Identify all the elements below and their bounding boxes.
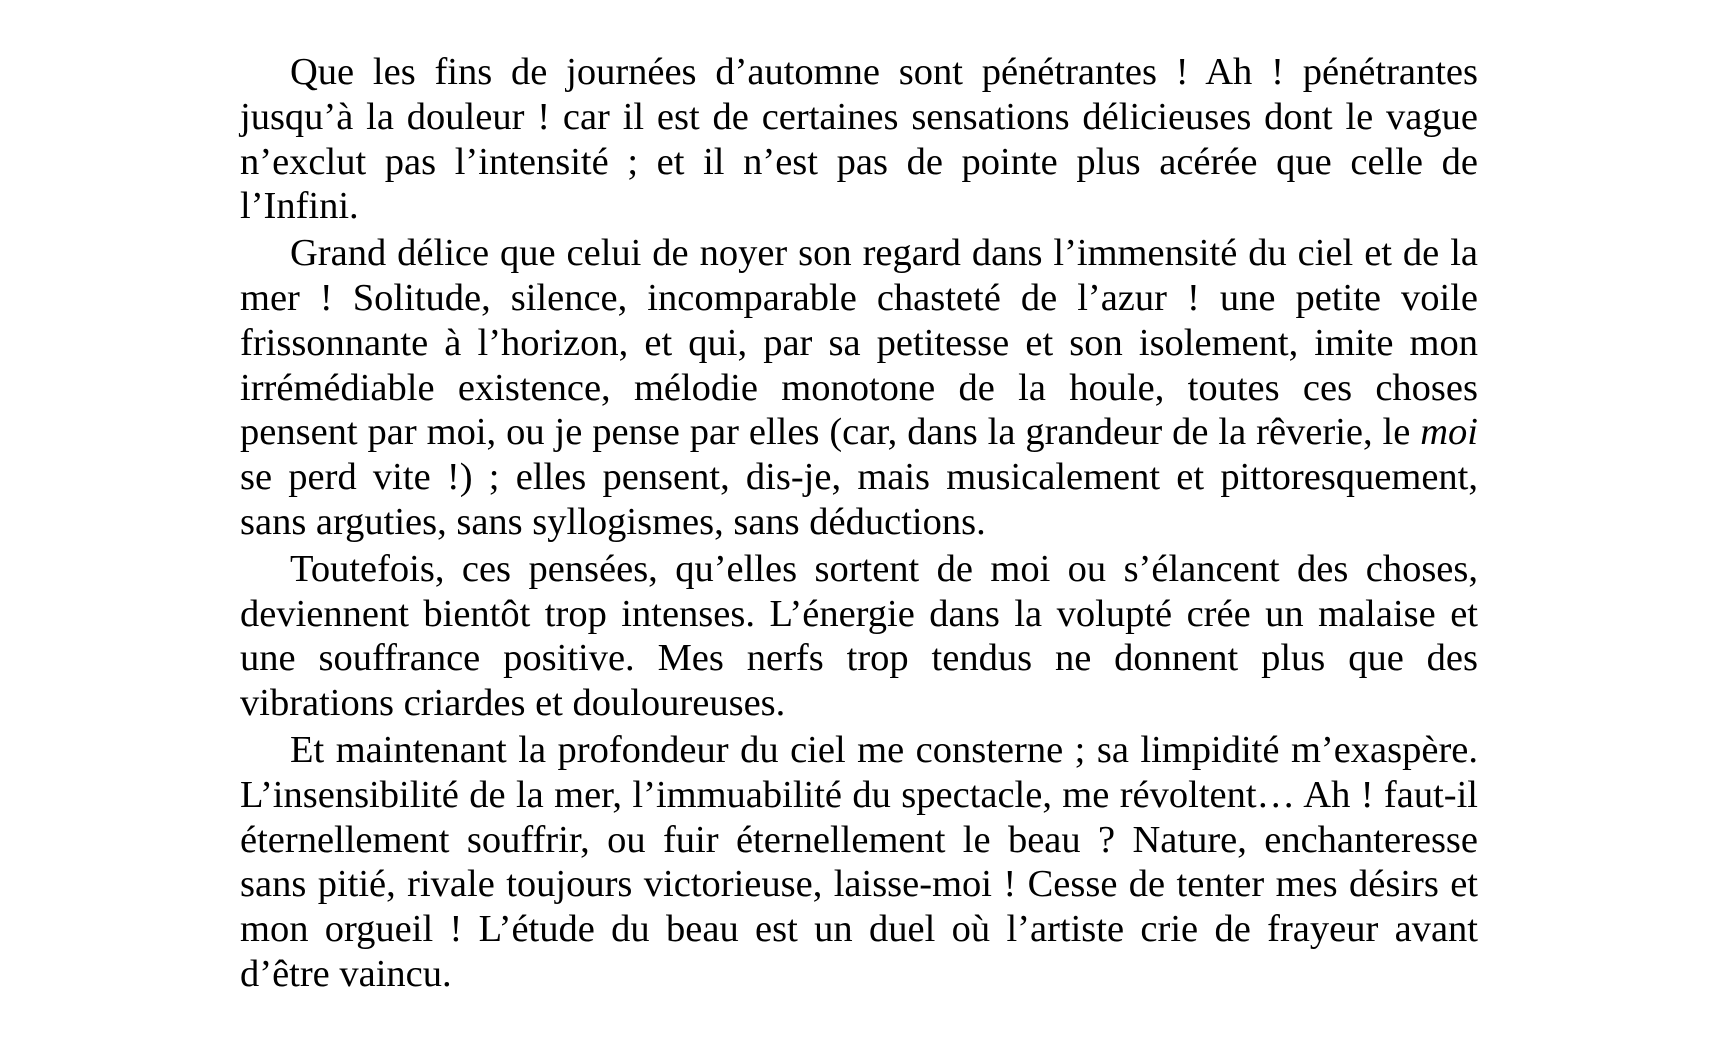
paragraph-text: se perd vite !) ; elles pensent, dis-je, mais musicalement et pittoresquement, sans arguties, sans syllogismes, sans déductions.: [240, 456, 1478, 543]
paragraph-2: [240, 231, 1478, 545]
paragraph-4: [240, 728, 1478, 997]
paragraph-1: [240, 50, 1478, 229]
paragraph-text: Toutefois, ces pensées, qu’elles sortent de moi ou s’élancent des choses, deviennent bientôt trop intenses. L’énergie dans la volupté crée un malaise et une souffrance positive. Mes nerfs trop tendus ne donnent plus que des vibrations criardes et douloureuses.: [240, 547, 1478, 725]
paragraph-text: Que les fins de journées d’automne sont pénétrantes ! Ah ! pénétrantes jusqu’à la douleur ! car il est de certaines sensations délicieuses dont le vague n’exclut pas l’intensité ; et il n’est pas de pointe plus acérée que celle de l’Infini.: [240, 51, 1478, 228]
paragraph-text: Et maintenant la profondeur du ciel me consterne ; sa limpidité m’exaspère. L’insensibilité de la mer, l’immuabilité du spectacle, me révoltent… Ah ! faut-il éternellement souffrir, ou fuir éternellement le beau ? Nature, enchanteresse sans pitié, rivale toujours victorieuse, laisse-moi ! Cesse de tenter mes désirs et mon orgueil ! L’étude du beau est un duel où l’artiste crie de frayeur avant d’être vaincu.: [240, 728, 1478, 995]
paragraph-text: Grand délice que celui de noyer son regard dans l’immensité du ciel et de la mer ! Solitude, silence, incomparable chasteté de l’azur ! une petite voile frissonnante à l’horizon, et qui, par sa petitesse et son isolement, imite mon irrémédiable existence, mélodie monotone de la houle, toutes ces choses pensent par moi, ou je pense par elles (car, dans la grandeur de la rêverie, le: [240, 232, 1478, 454]
document-page: [240, 50, 1478, 999]
paragraph-3: [240, 547, 1478, 726]
italic-emphasis: moi: [1420, 411, 1478, 454]
